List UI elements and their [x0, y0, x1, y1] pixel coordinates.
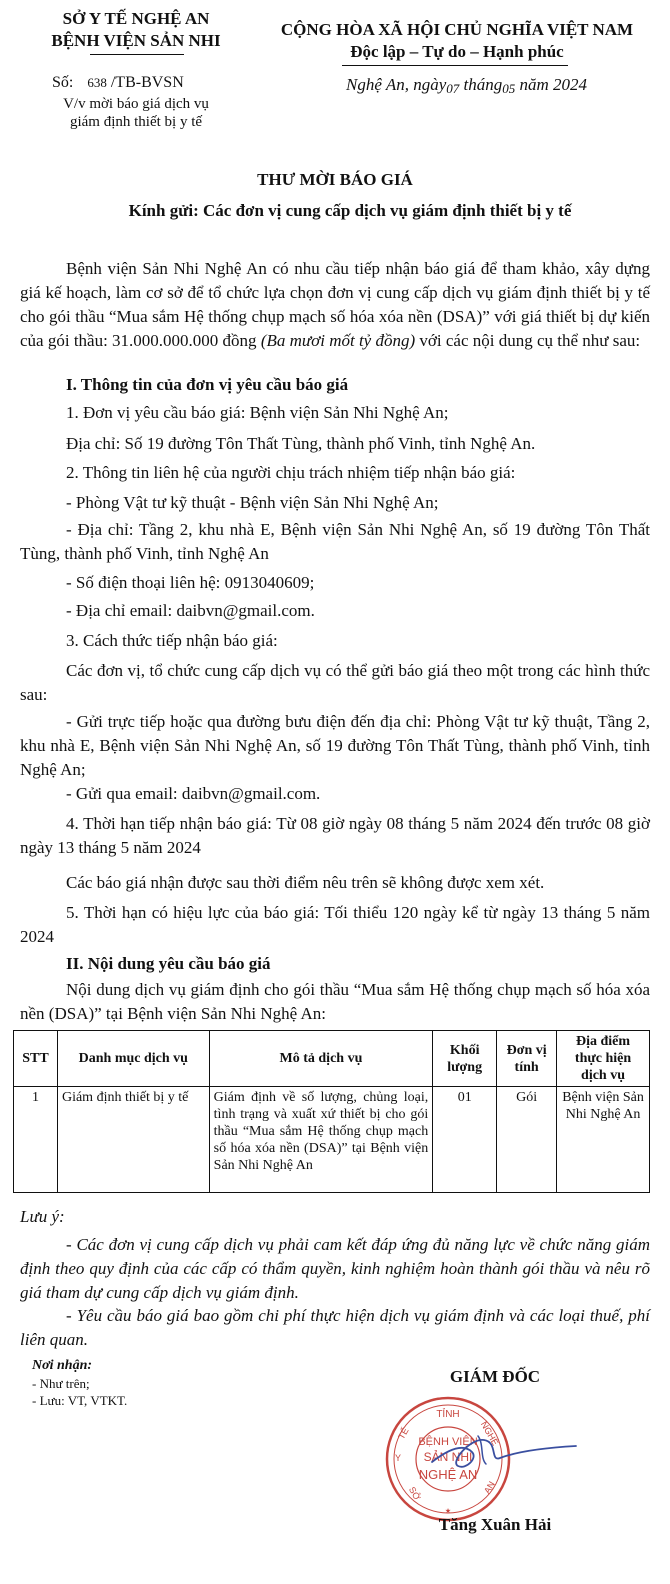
table-cell: Gói	[497, 1087, 557, 1193]
section-2-heading: II. Nội dung yêu cầu báo giá	[66, 954, 271, 973]
section-1-line: Các đơn vị, tổ chức cung cấp dịch vụ có thể gửi báo giá theo một trong các hình thức sau:	[20, 661, 650, 704]
table-header-cell: STT	[14, 1031, 58, 1087]
number-value: 638	[87, 75, 107, 90]
table-cell: Bệnh viện Sản Nhi Nghệ An	[557, 1087, 650, 1193]
document-title: THƯ MỜI BÁO GIÁ	[257, 170, 413, 189]
subject-line-2: giám định thiết bị y tế	[69, 114, 203, 130]
svg-text:TỈNH: TỈNH	[436, 1409, 460, 1420]
header-divider-left	[90, 54, 184, 55]
date-year: năm 2024	[519, 75, 588, 94]
section-1-line: 1. Đơn vị yêu cầu báo giá: Bệnh viện Sản Nhi Nghệ An;	[66, 403, 449, 422]
recipient-line: Kính gửi: Các đơn vị cung cấp dịch vụ giám định thiết bị y tế	[128, 201, 572, 220]
intro-text: Bệnh viện Sản Nhi Nghệ An có nhu cầu tiếp nhận báo giá để tham khảo, xây dựng giá kế hoạch, làm cơ sở để tổ chức lựa chọn đơn vị cung cấp dịch vụ giám định thiết bị y tế cho gói thầu “Mua sắm Hệ thống chụp mạch số hóa xóa nền (DSA)” với giá thiết bị dự kiến của gói thầu: 31.000.000.000 đồng	[20, 259, 650, 350]
svg-text:SẢN NHI: SẢN NHI	[423, 1450, 473, 1464]
hospital-name: BỆNH VIỆN SẢN NHI	[51, 31, 221, 50]
recipients-label: Nơi nhận:	[32, 1358, 93, 1373]
intro-tail: với các nội dung cụ thể như sau:	[419, 331, 641, 350]
section-1-line: - Gửi qua email: daibvn@gmail.com.	[66, 784, 321, 803]
section-1-line: Địa chỉ: Số 19 đường Tôn Thất Tùng, thành phố Vinh, tỉnh Nghệ An.	[66, 434, 536, 453]
recipient-item: - Lưu: VT, VTKT.	[32, 1393, 128, 1408]
section-1-line: - Địa chỉ: Tầng 2, khu nhà E, Bệnh viện Sản Nhi Nghệ An, số 19 đường Tôn Thất Tùng, thành phố Vinh, tỉnh Nghệ An	[20, 520, 650, 563]
date-day: 07	[446, 81, 460, 96]
table-header-cell: Danh mục dịch vụ	[57, 1031, 209, 1087]
republic-name: CỘNG HÒA XÃ HỘI CHỦ NGHĨA VIỆT NAM	[280, 20, 634, 39]
svg-text:NGHỆ AN: NGHỆ AN	[418, 1467, 478, 1482]
signatory-position: GIÁM ĐỐC	[449, 1367, 541, 1386]
svg-text:Y: Y	[394, 1453, 402, 1463]
svg-text:SỞ: SỞ	[406, 1485, 423, 1502]
signatory-name: Tăng Xuân Hải	[438, 1515, 552, 1534]
section-1-line: - Phòng Vật tư kỹ thuật - Bệnh viện Sản Nhi Nghệ An;	[66, 493, 439, 512]
date-month: 05	[502, 81, 516, 96]
table-header-cell: Địa điểm thực hiện dịch vụ	[557, 1031, 650, 1087]
svg-text:TẾ: TẾ	[396, 1426, 411, 1441]
note-item: - Yêu cầu báo giá bao gồm chi phí thực hiện dịch vụ giám định và các loại thuế, phí liên quan.	[20, 1306, 650, 1349]
table-cell: Giám định thiết bị y tế	[57, 1087, 209, 1193]
handwritten-signature	[420, 1418, 580, 1488]
number-prefix: Số:	[52, 74, 74, 91]
svg-text:NGHỆ: NGHỆ	[478, 1419, 501, 1448]
date-month-word: tháng	[463, 75, 503, 94]
intro-paragraph	[20, 257, 650, 353]
recipient-item: - Như trên;	[32, 1376, 90, 1391]
ministry-name: SỞ Y TẾ NGHỆ AN	[62, 9, 210, 28]
table-row	[14, 1087, 650, 1193]
section-1-heading: I. Thông tin của đơn vị yêu cầu báo giá	[66, 375, 349, 394]
table-cell: 1	[14, 1087, 58, 1193]
service-table	[13, 1030, 650, 1193]
table-header-cell: Mô tả dịch vụ	[209, 1031, 433, 1087]
section-1-line: Các báo giá nhận được sau thời điểm nêu trên sẽ không được xem xét.	[66, 873, 545, 892]
section-2-intro: Nội dung dịch vụ giám định cho gói thầu “Mua sắm Hệ thống chụp mạch số hóa xóa nền (DSA)” tại Bệnh viện Sản Nhi Nghệ An:	[20, 980, 650, 1023]
section-1-line: 2. Thông tin liên hệ của người chịu trách nhiệm tiếp nhận báo giá:	[66, 463, 516, 482]
intro-amount-words: (Ba mươi mốt tỷ đồng)	[260, 331, 416, 350]
date-prefix: Nghệ An, ngày	[346, 75, 447, 94]
section-1-line: 4. Thời hạn tiếp nhận báo giá: Từ 08 giờ ngày 08 tháng 5 năm 2024 đến trước 08 giờ ngày 13 tháng 5 năm 2024	[20, 814, 650, 857]
svg-text:★: ★	[444, 1508, 452, 1515]
notes-label: Lưu ý:	[20, 1207, 65, 1226]
svg-text:BỆNH VIỆN: BỆNH VIỆN	[418, 1436, 478, 1448]
issue-date	[346, 75, 656, 95]
section-1-line: 3. Cách thức tiếp nhận báo giá:	[66, 631, 278, 650]
note-item: - Các đơn vị cung cấp dịch vụ phải cam kết đáp ứng đủ năng lực về chức năng giám định theo quy định của các cấp có thẩm quyền, kinh nghiệm hoàn thành gói thầu và nêu rõ giá tham dự cung cấp dịch vụ giám định.	[20, 1235, 650, 1302]
section-1-line: - Địa chỉ email: daibvn@gmail.com.	[66, 601, 315, 620]
table-cell: 01	[433, 1087, 497, 1193]
table-header-row	[14, 1031, 650, 1087]
table-header-cell: Đơn vị tính	[497, 1031, 557, 1087]
national-motto: Độc lập – Tự do – Hạnh phúc	[350, 42, 564, 61]
svg-text:AN: AN	[481, 1479, 497, 1496]
section-1-line: 5. Thời hạn có hiệu lực của báo giá: Tối thiểu 120 ngày kể từ ngày 13 tháng 5 năm 2024	[20, 903, 650, 946]
section-1-line: - Gửi trực tiếp hoặc qua đường bưu điện đến địa chỉ: Phòng Vật tư kỹ thuật, Tầng 2, khu nhà E, Bệnh viện Sản Nhi Nghệ An, số 19 đường Tôn Thất Tùng, thành phố Vinh, tỉnh Nghệ An;	[20, 712, 650, 779]
section-1-line: - Số điện thoại liên hệ: 0913040609;	[66, 573, 315, 592]
header-divider-right	[342, 65, 568, 66]
subject-line-1: V/v mời báo giá dịch vụ	[63, 96, 209, 112]
table-cell: Giám định về số lượng, chủng loại, tình trạng và xuất xứ thiết bị cho gói thầu “Mua sắm Hệ thống chụp mạch số hóa xóa nền (DSA)” tại Bệnh viện Sản Nhi Nghệ An	[209, 1087, 433, 1193]
document-number	[52, 74, 252, 92]
table-header-cell: Khối lượng	[433, 1031, 497, 1087]
number-suffix: /TB-BVSN	[110, 74, 184, 91]
